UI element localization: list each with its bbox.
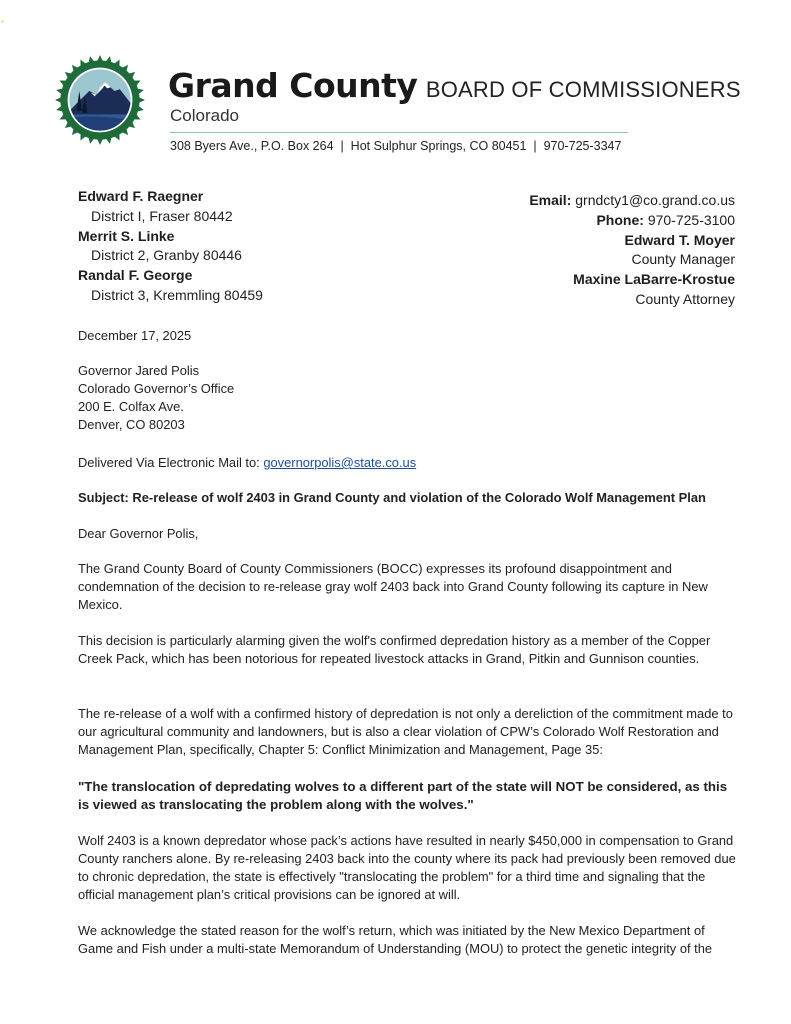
- paragraph: This decision is particularly alarming given the wolf's confirmed depredation history as a member of the Copper Creek Pack, which has been notorious for repeated livestock attacks in Grand, Pitkin and Gunnison counties.: [78, 633, 711, 666]
- commissioner-name: Randal F. George: [78, 267, 193, 284]
- commissioner-district: District 2, Granby 80446: [91, 247, 242, 264]
- manager-title: County Manager: [631, 251, 735, 268]
- commissioner-district: District 3, Kremmling 80459: [91, 286, 263, 303]
- recipient-line: 200 E. Colfax Ave.: [78, 399, 184, 414]
- recipient-line: Governor Jared Polis: [78, 363, 200, 378]
- email-line: [529, 191, 735, 211]
- county-email: grndcty1@co.grand.co.us: [575, 192, 735, 208]
- scan-artifact: [1, 20, 4, 23]
- county-phone: 970-725-3100: [647, 211, 735, 228]
- attorney-name: Maxine LaBarre-Krostue: [573, 271, 735, 288]
- delivery-label: Delivered Via Electronic Mail to:: [78, 455, 260, 470]
- seal-ray: [138, 97, 145, 104]
- manager-name: Edward T. Moyer: [624, 231, 735, 248]
- header-divider: [170, 132, 628, 133]
- delivery-note: [78, 454, 738, 472]
- email-label: Email:: [529, 192, 572, 208]
- commissioner-name: Merrit S. Linke: [78, 227, 175, 244]
- commissioner-district: District I, Fraser 80442: [91, 207, 233, 224]
- attorney-title: County Attorney: [635, 290, 735, 307]
- county-contacts: [529, 191, 735, 310]
- paragraph: The Grand County Board of County Commissioners (BOCC) expresses its profound disappointment and condemnation of the decision to re-release gray wolf 2403 back into Grand County following its capture in New Mexico.: [78, 561, 708, 612]
- plan-quote: "The translocation of depredating wolves to a different part of the state will NOT be considered, as this is viewed as translocating the problem along with the wolves.": [78, 779, 728, 812]
- salutation: Dear Governor Polis,: [78, 526, 199, 541]
- paragraph: Wolf 2403 is a known depredator whose pack’s actions have resulted in nearly $450,000 in compensation to Grand County ranchers alone. By re-releasing 2403 back into the county where its pack had previously been removed due to chronic depredation, the state is effectively "translocating the problem" for a third time and signaling that the official management plan’s critical provisions can be ignored at will.: [78, 833, 736, 902]
- recipient-address: [78, 362, 738, 434]
- recipient-line: Colorado Governor’s Office: [78, 381, 235, 396]
- phone-line: [529, 211, 735, 231]
- commissioners-list: [78, 187, 263, 306]
- seal-ray: [97, 138, 104, 145]
- paragraph: The re-release of a wolf with a confirmed history of depredation is not only a dereliction of the commitment made to our agricultural community and landowners, but is also a clear violation of CPW’s Colorado Wolf Restoration and Management Plan, specifically, Chapter 5: Conflict Minimization and Management, Page 35:: [78, 706, 733, 757]
- phone-label: Phone:: [596, 211, 644, 228]
- subject-line: Subject: Re-release of wolf 2403 in Grand County and violation of the Colorado Wolf Management Plan: [78, 490, 706, 505]
- paragraph: We acknowledge the stated reason for the wolf’s return, which was initiated by the New Mexico Department of Game and Fish under a multi-state Memorandum of Understanding (MOU) to protect the genetic integrity of the: [78, 923, 713, 956]
- seal-ray: [55, 97, 62, 104]
- letterhead-title: [168, 66, 741, 105]
- board-name: BOARD OF COMMISSIONERS: [425, 77, 741, 102]
- seal-ray: [97, 55, 104, 62]
- office-address: 308 Byers Ave., P.O. Box 264 | Hot Sulphur Springs, CO 80451 | 970-725-3347: [170, 139, 622, 153]
- commissioner-name: Edward F. Raegner: [78, 188, 204, 204]
- county-seal-logo: [55, 55, 145, 145]
- letter-date: December 17, 2025: [78, 328, 192, 343]
- recipient-line: Denver, CO 80203: [78, 417, 185, 432]
- county-name: Grand County: [168, 66, 418, 105]
- state-name: Colorado: [170, 106, 239, 125]
- governor-email-link[interactable]: governorpolis@state.co.us: [263, 455, 417, 470]
